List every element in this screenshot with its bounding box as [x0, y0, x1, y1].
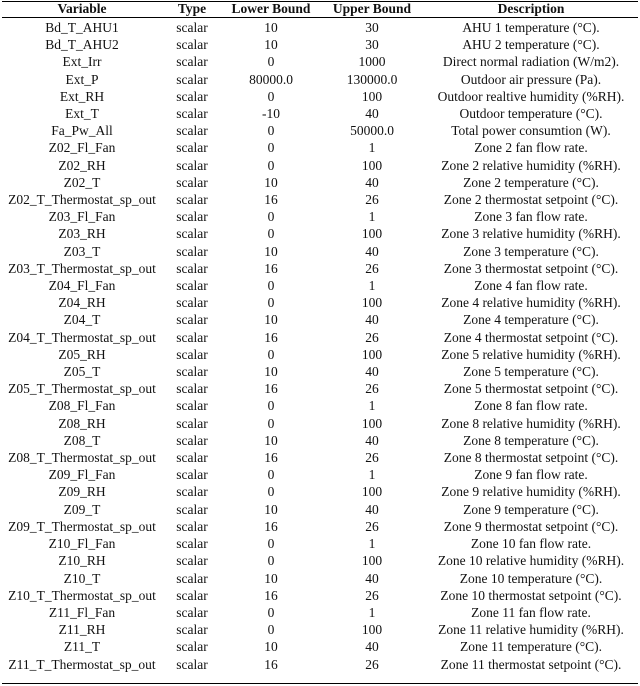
cell-upper-bound: 26	[365, 450, 379, 466]
cell-description: Zone 8 fan flow rate.	[474, 398, 588, 414]
cell-type: scalar	[176, 71, 208, 87]
cell-upper-bound: 26	[365, 587, 379, 603]
cell-description: Zone 3 temperature (°C).	[463, 243, 599, 259]
cell-upper-bound: 26	[365, 656, 379, 672]
cell-description: AHU 2 temperature (°C).	[462, 37, 600, 53]
table-row	[2, 260, 638, 277]
cell-lower-bound: 10	[264, 639, 278, 655]
cell-variable: Z04_Fl_Fan	[48, 278, 116, 294]
cell-type: scalar	[176, 174, 208, 190]
cell-lower-bound: 10	[264, 20, 278, 35]
table-row	[2, 552, 638, 569]
table-row	[2, 208, 638, 225]
table-row	[2, 621, 638, 638]
cell-description: Outdoor air pressure (Pa).	[460, 71, 602, 87]
table-row	[2, 415, 638, 432]
cell-description: Zone 9 temperature (°C).	[463, 501, 599, 517]
table-body	[2, 17, 638, 673]
cell-variable: Ext_T	[65, 106, 99, 122]
cell-upper-bound: 50000.0	[350, 123, 394, 139]
cell-type: scalar	[176, 518, 208, 534]
cell-variable: Z02_T	[63, 174, 101, 190]
cell-variable: Z02_RH	[58, 157, 106, 173]
table-row	[2, 277, 638, 294]
cell-lower-bound: 10	[264, 37, 278, 53]
table-row	[2, 656, 638, 673]
cell-description: AHU 1 temperature (°C).	[462, 20, 600, 35]
table-row	[2, 88, 638, 105]
cell-upper-bound: 100	[361, 295, 383, 311]
cell-type: scalar	[176, 278, 208, 294]
cell-upper-bound: 40	[365, 364, 379, 380]
cell-type: scalar	[176, 364, 208, 380]
cell-variable: Z03_T_Thermostat_sp_out	[8, 260, 156, 276]
cell-description: Zone 3 fan flow rate.	[474, 209, 588, 225]
cell-description: Outdoor temperature (°C).	[459, 106, 603, 122]
table-row	[2, 638, 638, 655]
cell-lower-bound: 10	[264, 364, 278, 380]
cell-type: scalar	[176, 604, 208, 620]
cell-upper-bound: 1	[368, 140, 376, 156]
table-bottom-rule	[2, 683, 638, 684]
cell-lower-bound: -10	[262, 106, 280, 122]
cell-variable: Z04_T	[63, 312, 101, 328]
table-row	[2, 311, 638, 328]
cell-upper-bound: 26	[365, 329, 379, 345]
cell-lower-bound: 0	[267, 484, 275, 500]
cell-variable: Z08_T	[63, 432, 101, 448]
cell-description: Zone 9 relative humidity (%RH).	[441, 484, 621, 500]
cell-upper-bound: 40	[365, 432, 379, 448]
cell-upper-bound: 40	[365, 570, 379, 586]
cell-description: Zone 10 fan flow rate.	[470, 536, 592, 552]
cell-description: Zone 11 fan flow rate.	[471, 604, 591, 620]
cell-description: Zone 5 relative humidity (%RH).	[441, 346, 621, 362]
table-row	[2, 36, 638, 53]
cell-type: scalar	[176, 260, 208, 276]
cell-description: Zone 8 relative humidity (%RH).	[441, 415, 621, 431]
cell-upper-bound: 26	[365, 381, 379, 397]
table-row	[2, 105, 638, 122]
cell-description: Zone 2 temperature (°C).	[463, 174, 599, 190]
cell-variable: Z11_RH	[58, 622, 106, 638]
cell-upper-bound: 1	[368, 467, 376, 483]
cell-upper-bound: 100	[361, 346, 383, 362]
table-row	[2, 466, 638, 483]
cell-description: Zone 2 relative humidity (%RH).	[441, 157, 621, 173]
cell-description: Zone 8 thermostat setpoint (°C).	[443, 450, 619, 466]
cell-description: Zone 11 temperature (°C).	[459, 639, 603, 655]
table-row	[2, 17, 638, 36]
cell-variable: Ext_RH	[59, 88, 105, 104]
table-row	[2, 71, 638, 88]
table-row	[2, 570, 638, 587]
cell-type: scalar	[176, 243, 208, 259]
cell-lower-bound: 0	[267, 123, 275, 139]
cell-variable: Z11_T_Thermostat_sp_out	[8, 656, 156, 672]
table-row	[2, 535, 638, 552]
cell-variable: Ext_P	[65, 71, 99, 87]
cell-upper-bound: 1	[368, 398, 376, 414]
cell-upper-bound: 30	[365, 20, 379, 35]
cell-lower-bound: 10	[264, 312, 278, 328]
table-row	[2, 587, 638, 604]
cell-upper-bound: 40	[365, 312, 379, 328]
cell-description: Zone 4 relative humidity (%RH).	[441, 295, 621, 311]
cell-description: Zone 9 thermostat setpoint (°C).	[443, 518, 619, 534]
table-row	[2, 397, 638, 414]
cell-lower-bound: 10	[264, 432, 278, 448]
cell-lower-bound: 16	[264, 329, 278, 345]
cell-variable: Z03_T	[63, 243, 101, 259]
cell-type: scalar	[176, 295, 208, 311]
cell-upper-bound: 100	[361, 415, 383, 431]
cell-lower-bound: 0	[267, 226, 275, 242]
cell-type: scalar	[176, 553, 208, 569]
cell-lower-bound: 10	[264, 570, 278, 586]
cell-lower-bound: 0	[267, 553, 275, 569]
cell-description: Zone 5 temperature (°C).	[463, 364, 599, 380]
table-row	[2, 380, 638, 397]
cell-lower-bound: 16	[264, 450, 278, 466]
cell-variable: Z11_Fl_Fan	[48, 604, 116, 620]
cell-upper-bound: 1	[368, 536, 376, 552]
cell-description: Zone 4 fan flow rate.	[474, 278, 588, 294]
cell-upper-bound: 40	[365, 174, 379, 190]
cell-variable: Z04_T_Thermostat_sp_out	[8, 329, 156, 345]
cell-upper-bound: 1	[368, 209, 376, 225]
column-header-type: Type	[177, 1, 207, 16]
cell-lower-bound: 16	[264, 587, 278, 603]
cell-description: Direct normal radiation (W/m2).	[442, 54, 620, 70]
cell-variable: Bd_T_AHU2	[45, 37, 119, 53]
cell-upper-bound: 100	[361, 88, 383, 104]
table-row	[2, 53, 638, 70]
cell-upper-bound: 26	[365, 192, 379, 208]
cell-upper-bound: 1	[368, 278, 376, 294]
cell-type: scalar	[176, 536, 208, 552]
cell-lower-bound: 10	[264, 501, 278, 517]
cell-description: Zone 3 thermostat setpoint (°C).	[443, 260, 619, 276]
cell-upper-bound: 100	[361, 484, 383, 500]
table-row	[2, 122, 638, 139]
cell-variable: Z05_T_Thermostat_sp_out	[8, 381, 156, 397]
cell-lower-bound: 0	[267, 398, 275, 414]
table-row	[2, 191, 638, 208]
cell-type: scalar	[176, 37, 208, 53]
cell-type: scalar	[176, 639, 208, 655]
cell-variable: Z09_Fl_Fan	[48, 467, 116, 483]
cell-type: scalar	[176, 381, 208, 397]
cell-description: Zone 9 fan flow rate.	[474, 467, 588, 483]
cell-lower-bound: 0	[267, 278, 275, 294]
cell-type: scalar	[176, 226, 208, 242]
table-header-row	[2, 0, 638, 17]
cell-upper-bound: 40	[365, 639, 379, 655]
cell-lower-bound: 0	[267, 415, 275, 431]
cell-variable: Z04_RH	[58, 295, 106, 311]
cell-variable: Ext_Irr	[62, 54, 102, 70]
table-row	[2, 139, 638, 156]
cell-lower-bound: 10	[264, 174, 278, 190]
cell-type: scalar	[176, 501, 208, 517]
cell-description: Zone 3 relative humidity (%RH).	[441, 226, 621, 242]
cell-upper-bound: 100	[361, 553, 383, 569]
cell-type: scalar	[176, 450, 208, 466]
cell-upper-bound: 1	[368, 604, 376, 620]
cell-type: scalar	[176, 329, 208, 345]
cell-variable: Z02_T_Thermostat_sp_out	[8, 192, 156, 208]
cell-lower-bound: 16	[264, 656, 278, 672]
cell-description: Total power consumtion (W).	[451, 123, 611, 139]
table-row	[2, 483, 638, 500]
table-row	[2, 329, 638, 346]
cell-lower-bound: 0	[267, 295, 275, 311]
table-row	[2, 432, 638, 449]
cell-type: scalar	[176, 415, 208, 431]
cell-lower-bound: 16	[264, 260, 278, 276]
cell-type: scalar	[176, 484, 208, 500]
cell-description: Zone 11 thermostat setpoint (°C).	[440, 656, 622, 672]
cell-type: scalar	[176, 54, 208, 70]
cell-upper-bound: 1000	[358, 54, 386, 70]
cell-lower-bound: 16	[264, 518, 278, 534]
cell-upper-bound: 26	[365, 518, 379, 534]
cell-upper-bound: 26	[365, 260, 379, 276]
cell-lower-bound: 0	[267, 140, 275, 156]
cell-lower-bound: 0	[267, 622, 275, 638]
cell-type: scalar	[176, 570, 208, 586]
cell-variable: Z10_T_Thermostat_sp_out	[8, 587, 156, 603]
table-row	[2, 294, 638, 311]
cell-description: Zone 11 relative humidity (%RH).	[438, 622, 624, 638]
column-header-upper-bound: Upper Bound	[332, 1, 412, 16]
cell-variable: Z02_Fl_Fan	[48, 140, 116, 156]
cell-variable: Fa_Pw_All	[51, 123, 113, 139]
cell-variable: Z10_RH	[58, 553, 106, 569]
cell-description: Zone 4 thermostat setpoint (°C).	[443, 329, 619, 345]
cell-variable: Z05_RH	[58, 346, 106, 362]
cell-lower-bound: 0	[267, 54, 275, 70]
cell-description: Zone 8 temperature (°C).	[463, 432, 599, 448]
cell-upper-bound: 30	[365, 37, 379, 53]
cell-variable: Z09_RH	[58, 484, 106, 500]
cell-variable: Z08_RH	[58, 415, 106, 431]
cell-variable: Bd_T_AHU1	[45, 20, 119, 35]
cell-description: Zone 10 temperature (°C).	[459, 570, 603, 586]
table-row	[2, 449, 638, 466]
cell-type: scalar	[176, 432, 208, 448]
cell-type: scalar	[176, 656, 208, 672]
variable-table	[2, 0, 638, 673]
cell-lower-bound: 0	[267, 209, 275, 225]
cell-upper-bound: 130000.0	[346, 71, 398, 87]
cell-variable: Z09_T_Thermostat_sp_out	[8, 518, 156, 534]
cell-lower-bound: 80000.0	[249, 71, 293, 87]
cell-variable: Z09_T	[63, 501, 101, 517]
cell-type: scalar	[176, 467, 208, 483]
cell-lower-bound: 16	[264, 192, 278, 208]
cell-type: scalar	[176, 346, 208, 362]
cell-upper-bound: 40	[365, 243, 379, 259]
cell-type: scalar	[176, 157, 208, 173]
cell-type: scalar	[176, 20, 208, 35]
cell-description: Zone 2 fan flow rate.	[474, 140, 588, 156]
cell-description: Zone 5 thermostat setpoint (°C).	[443, 381, 619, 397]
cell-variable: Z10_T	[63, 570, 101, 586]
cell-lower-bound: 0	[267, 604, 275, 620]
table-row	[2, 346, 638, 363]
cell-upper-bound: 40	[365, 106, 379, 122]
cell-variable: Z08_T_Thermostat_sp_out	[8, 450, 156, 466]
cell-variable: Z05_T	[63, 364, 101, 380]
cell-upper-bound: 40	[365, 501, 379, 517]
table-row	[2, 243, 638, 260]
cell-description: Zone 10 thermostat setpoint (°C).	[440, 587, 622, 603]
cell-upper-bound: 100	[361, 622, 383, 638]
table-row	[2, 174, 638, 191]
cell-lower-bound: 0	[267, 346, 275, 362]
cell-variable: Z03_RH	[58, 226, 106, 242]
cell-type: scalar	[176, 140, 208, 156]
cell-lower-bound: 0	[267, 157, 275, 173]
cell-type: scalar	[176, 587, 208, 603]
table-row	[2, 501, 638, 518]
table-row	[2, 225, 638, 242]
cell-lower-bound: 0	[267, 88, 275, 104]
cell-description: Outdoor realtive humidity (%RH).	[437, 88, 625, 104]
table-row	[2, 518, 638, 535]
cell-variable: Z10_Fl_Fan	[48, 536, 116, 552]
cell-type: scalar	[176, 398, 208, 414]
cell-upper-bound: 100	[361, 157, 383, 173]
table-row	[2, 363, 638, 380]
table-row	[2, 604, 638, 621]
cell-lower-bound: 16	[264, 381, 278, 397]
cell-lower-bound: 0	[267, 467, 275, 483]
cell-type: scalar	[176, 622, 208, 638]
cell-description: Zone 10 relative humidity (%RH).	[437, 553, 625, 569]
cell-type: scalar	[176, 209, 208, 225]
cell-type: scalar	[176, 106, 208, 122]
cell-variable: Z03_Fl_Fan	[48, 209, 116, 225]
column-header-variable: Variable	[57, 1, 107, 16]
cell-type: scalar	[176, 88, 208, 104]
cell-variable: Z11_T	[63, 639, 101, 655]
table-row	[2, 157, 638, 174]
column-header-lower-bound: Lower Bound	[231, 1, 311, 16]
cell-type: scalar	[176, 312, 208, 328]
cell-variable: Z08_Fl_Fan	[48, 398, 116, 414]
cell-description: Zone 2 thermostat setpoint (°C).	[443, 192, 619, 208]
cell-type: scalar	[176, 192, 208, 208]
cell-type: scalar	[176, 123, 208, 139]
cell-lower-bound: 0	[267, 536, 275, 552]
column-header-description: Description	[497, 1, 565, 16]
cell-description: Zone 4 temperature (°C).	[463, 312, 599, 328]
cell-upper-bound: 100	[361, 226, 383, 242]
cell-lower-bound: 10	[264, 243, 278, 259]
